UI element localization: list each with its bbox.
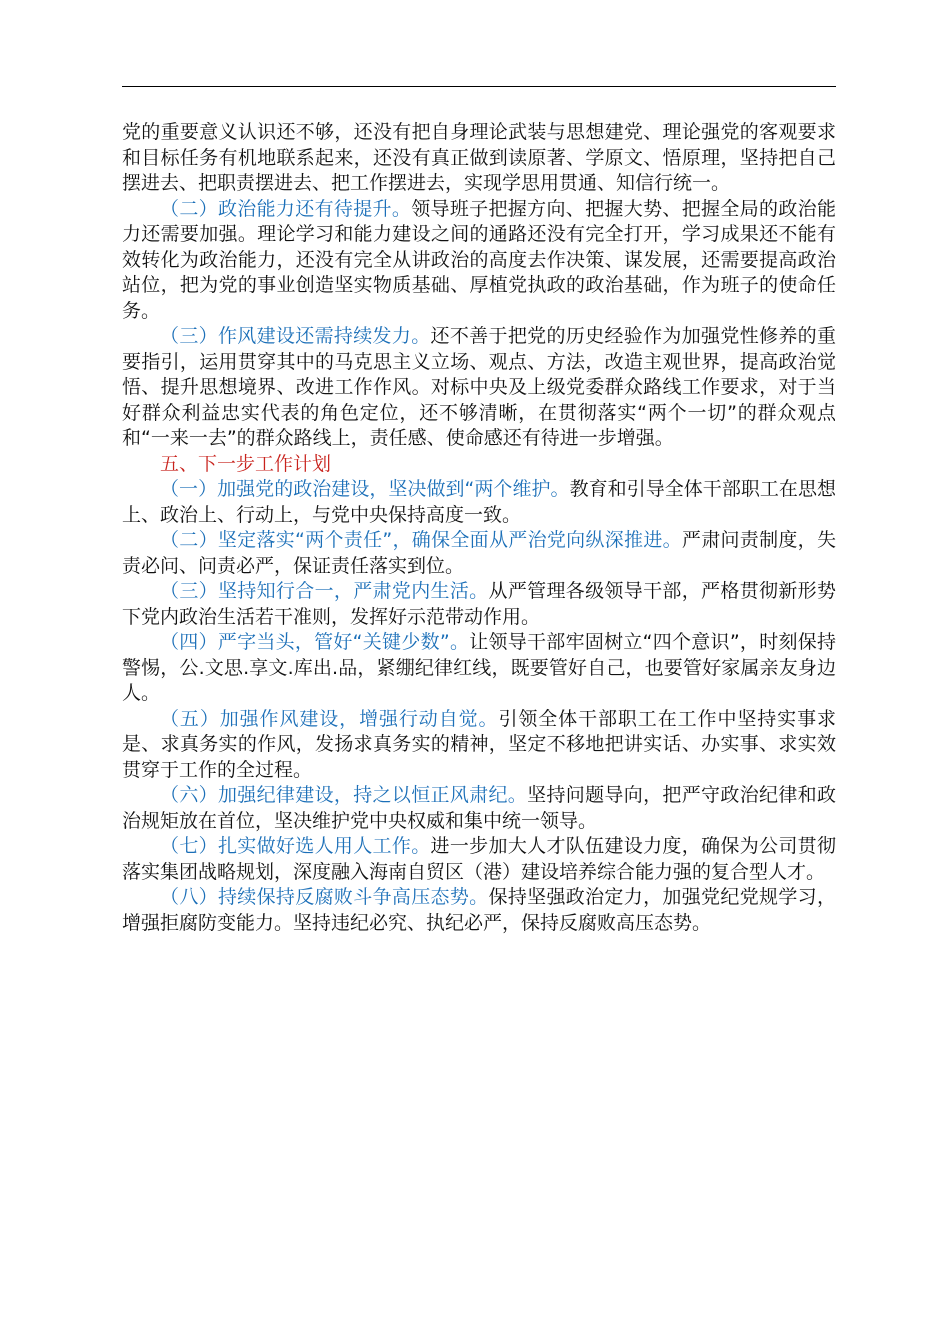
plan-item-5 xyxy=(122,707,836,784)
plan-item-text: 让领导干部牢固树立“四个意识”，时刻保持警惕，公.文思.享文.库出.品，紧绷纪律红线，既要管好自己，也要管好家属亲友身边人。 xyxy=(122,631,836,704)
paragraph-text: 党的重要意义认识还不够，还没有把自身理论武装与思想建党、理论强党的客观要求和目标任务有机地联系起来，还没有真正做到读原著、学原文、悟原理，坚持把自己摆进去、把职责摆进去、把工作摆进去，实现学思用贯通、知信行统一。 xyxy=(122,121,836,194)
header-rule xyxy=(122,86,836,87)
plan-item-6 xyxy=(122,783,836,834)
paragraph-text: 还不善于把党的历史经验作为加强党性修养的重要指引，运用贯穿其中的马克思主义立场、观点、方法，改造主观世界，提高政治觉悟、提升思想境界、改进工作作风。对标中央及上级党委群众路线工作要求，对于当好群众利益忠实代表的角色定位，还不够清晰，在贯彻落实“两个一切”的群众观点和“一来一去”的群众路线上，责任感、使命感还有待进一步增强。 xyxy=(122,325,836,449)
plan-item-7 xyxy=(122,834,836,885)
plan-item-heading: （五）加强作风建设，增强行动自觉。 xyxy=(160,707,499,730)
plan-item-text: 严肃问责制度，失责必问、问责必严，保证责任落实到位。 xyxy=(122,529,836,577)
section-title: 五、下一步工作计划 xyxy=(160,452,332,475)
plan-item-4 xyxy=(122,630,836,707)
plan-item-text: 保持坚强政治定力，加强党纪党规学习，增强拒腐防变能力。坚持违纪必究、执纪必严，保持反腐败高压态势。 xyxy=(122,886,836,934)
plan-item-heading: （六）加强纪律建设，持之以恒正风肃纪。 xyxy=(160,784,528,806)
plan-item-heading: （三）坚持知行合一，严肃党内生活。 xyxy=(160,580,489,602)
plan-item-text: 从严管理各级领导干部，严格贯彻新形势下党内政治生活若干准则，发挥好示范带动作用。 xyxy=(122,580,836,628)
plan-item-2 xyxy=(122,528,836,579)
plan-item-heading: （二）坚定落实“两个责任”，确保全面从严治党向纵深推进。 xyxy=(160,529,682,551)
plan-item-text: 进一步加大人才队伍建设力度，确保为公司贯彻落实集团战略规划，深度融入海南自贸区（港）建设培养综合能力强的复合型人才。 xyxy=(122,835,836,883)
plan-item-heading: （四）严字当头，管好“关键少数”。 xyxy=(160,631,470,653)
paragraph-text: 领导班子把握方向、把握大势、把握全局的政治能力还需要加强。理论学习和能力建设之间的通路还没有完全打开，学习成果还不能有效转化为政治能力，还没有完全从讲政治的高度去作决策、谋发展，还需要提高政治站位，把为党的事业创造坚实物质基础、厚植党执政的政治基础，作为班子的使命任务。 xyxy=(122,197,836,322)
plan-item-text: 教育和引导全体干部职工在思想上、政治上、行动上，与党中央保持高度一致。 xyxy=(122,478,836,526)
plan-item-heading: （七）扎实做好选人用人工作。 xyxy=(160,835,431,857)
document-body xyxy=(122,120,836,936)
plan-item-heading: （一）加强党的政治建设，坚决做到“两个维护。 xyxy=(160,478,570,500)
paragraph-political-capacity xyxy=(122,197,836,325)
paragraph-continuation xyxy=(122,120,836,197)
plan-item-3 xyxy=(122,579,836,630)
paragraph-work-style xyxy=(122,324,836,452)
section-heading xyxy=(122,452,836,478)
plan-item-text: 引领全体干部职工在工作中坚持实事求是、求真务实的作风，发扬求真务实的精神，坚定不移地把讲实话、办实事、求实效贯穿于工作的全过程。 xyxy=(122,707,836,781)
plan-item-text: 坚持问题导向，把严守政治纪律和政治规矩放在首位，坚决维护党中央权威和集中统一领导。 xyxy=(122,784,836,832)
paragraph-heading: （三）作风建设还需持续发力。 xyxy=(160,325,431,347)
plan-item-1 xyxy=(122,477,836,528)
paragraph-heading: （二）政治能力还有待提升。 xyxy=(160,197,412,220)
plan-item-8 xyxy=(122,885,836,936)
plan-item-heading: （八）持续保持反腐败斗争高压态势。 xyxy=(160,886,489,908)
